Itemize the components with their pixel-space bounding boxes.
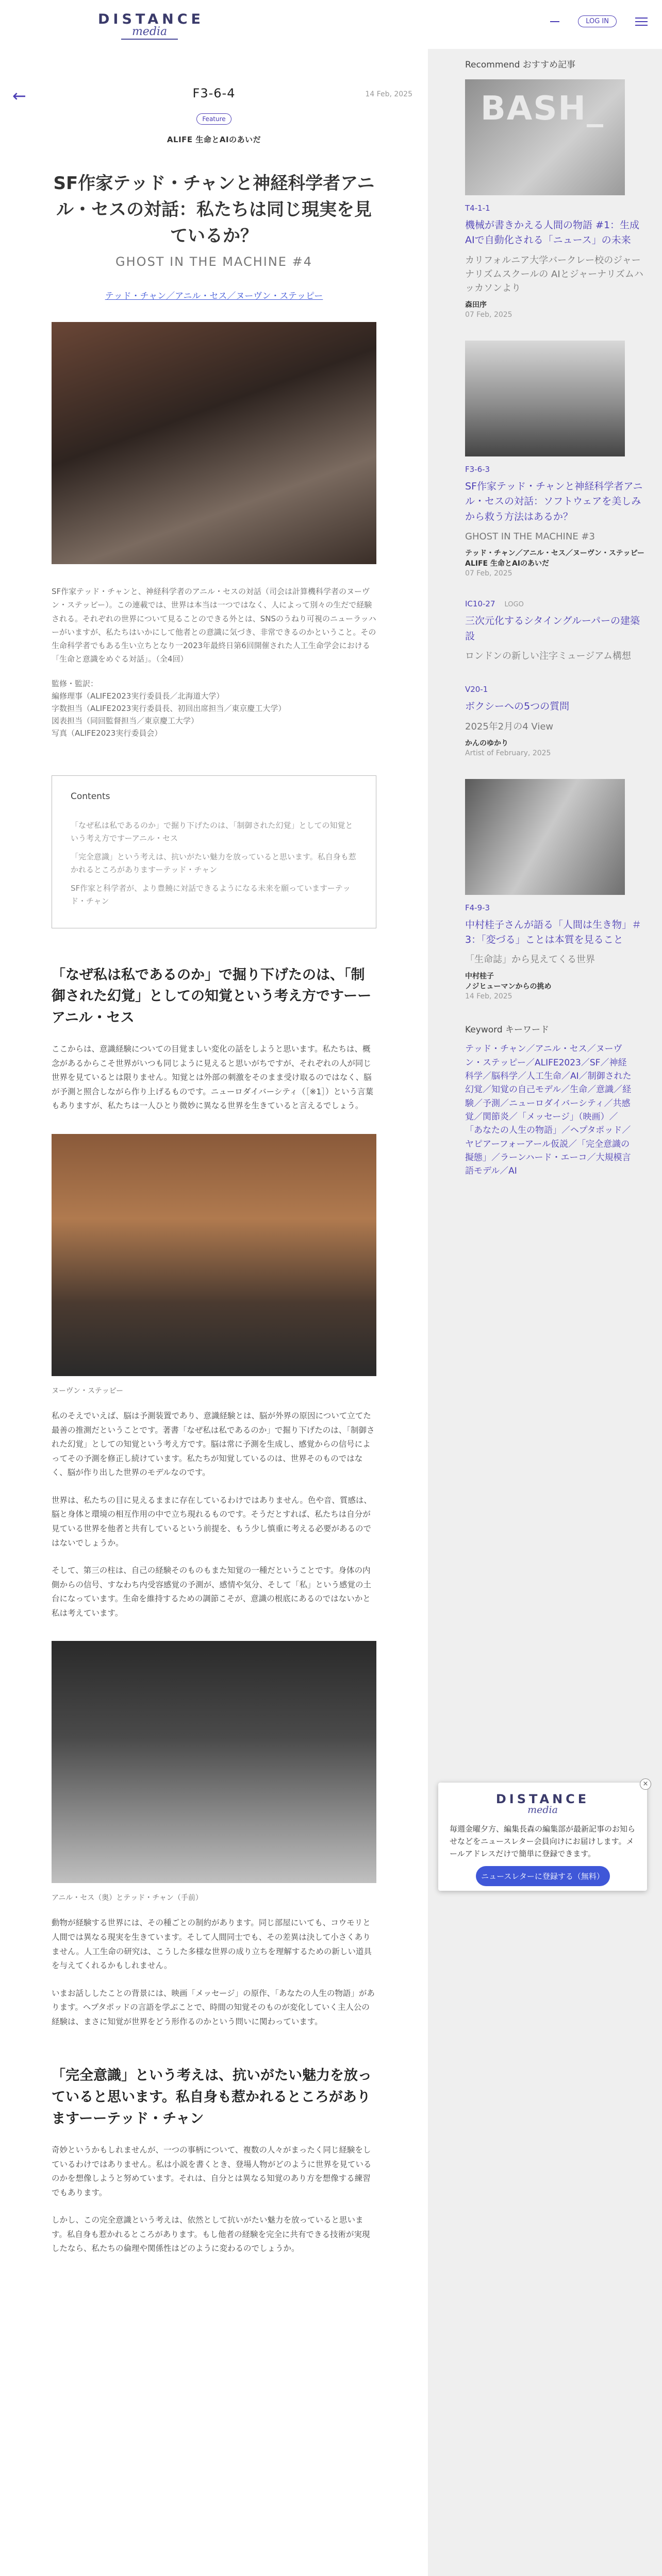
recommend-author: 森田序 — [465, 300, 487, 309]
body-paragraph: いまお話ししたことの背景には、映画「メッセージ」の原作、「あなたの人生の物語」があります。ヘプタポッドの言語を学ぶことで、時間の知覚そのものが変化していく主人公の経験は、まさに知覚が世界をどう形作るのかという問いに関わっています。 — [52, 1988, 375, 2026]
newsletter-logo — [450, 1792, 636, 1816]
recommend-code: F4-9-3 — [465, 903, 490, 912]
credit-line: 監修・監訳： — [52, 679, 98, 688]
recommend-item[interactable] — [465, 599, 648, 663]
body-paragraph: ここからは、意識経験についての目覚ましい変化の話をしようと思います。私たちは、概念があるからこそ世界がいつも同じように見えると思いがちですが、それぞれの人が同じ世界を見ているとは限りません。知覚とは外部の刺激をそのまま受け取るのではなく、脳が予測と照合しながら作り上げるものです。ニューロダイバーシティ（［※1］）という言葉もありますが、私たちは一人ひとり微妙に異なる世界を生きていると言えるでしょう。 — [52, 1044, 373, 1111]
recommend-item[interactable] — [465, 341, 648, 578]
article-code: F3-6-4 — [192, 86, 236, 100]
login-button[interactable]: LOG IN — [578, 15, 617, 27]
newsletter-logo-bottom: media — [527, 1804, 558, 1816]
credit-line: 写真（ALIFE2023実行委員会） — [52, 728, 162, 738]
recommend-code: T4-1-1 — [465, 204, 490, 213]
feature-badge[interactable]: Feature — [196, 113, 231, 125]
article-photo — [52, 1641, 376, 1883]
recommend-author: かんのゆかり — [465, 739, 508, 748]
article-main — [0, 49, 428, 2576]
recommend-title[interactable]: 中村桂子さんが語る「人間は生き物」＃3：「変づる」ことは本質を見ること — [465, 919, 642, 945]
credit-line: 図表担当（同回監督担当／東京慶工大学） — [52, 716, 199, 725]
article-title: SF作家テッド・チャンと神経科学者アニル・セスの対話：私たちは同じ現実を見ているか？ — [53, 173, 375, 246]
back-arrow-icon[interactable]: ← — [12, 86, 26, 106]
recommend-code — [465, 599, 648, 608]
event-label[interactable]: ALIFE 生命とAIのあいだ — [167, 135, 261, 144]
header-actions — [550, 15, 648, 27]
newsletter-popup — [438, 1780, 649, 1891]
article-date: 14 Feb, 2025 — [365, 90, 412, 98]
toc-item[interactable]: SF作家と科学者が、より豊饒に対話できるようになる未来を願っていますーテッド・チャン — [71, 883, 351, 906]
newsletter-text: 毎週金曜夕方、編集長森の編集部が最新記事のお知らせなどをニュースレター会員向けにお届けします。メールアドレスだけで簡単に登録できます。 — [450, 1824, 636, 1858]
recommend-date: 14 Feb, 2025 — [465, 992, 512, 1001]
recommend-code: F3-6-3 — [465, 464, 490, 474]
hamburger-menu-icon[interactable] — [635, 18, 648, 26]
recommend-thumbnail[interactable] — [465, 779, 625, 895]
section-heading: 「なぜ私は私であるのか」で掘り下げたのは、「制御された幻覚」としての知覚という考え方ですーーアニル・セス — [52, 967, 372, 1026]
site-header — [0, 0, 662, 49]
body-paragraph: 私のそえでいえば、脳は予測装置であり、意識経験とは、脳が外界の原因について立てた最善の推測だということです。著書「なぜ私は私であるのか」で掘り下げたのは、「制御された幻覚」としての知覚という考え方です。脳は常に予測を生成し、感覚からの信号によってその予測を修正し続けています。私たちが知覚しているのは、世界そのものではなく、脳が作り出した世界のモデルなのです。 — [52, 1411, 375, 1478]
recommend-date: Artist of February, 2025 — [465, 749, 551, 757]
recommend-title[interactable]: ボクシーへの5つの質問 — [465, 701, 570, 713]
toc-heading: Contents — [71, 791, 110, 802]
recommend-code-sub: LOGO — [504, 601, 524, 609]
table-of-contents — [52, 775, 376, 928]
recommend-author: 中村桂子 ノジヒューマンからの挑め — [465, 972, 552, 991]
hero-photo — [52, 322, 376, 564]
article-photo — [52, 1134, 376, 1376]
body-paragraph: 世界は、私たちの目に見えるままに存在しているわけではありません。色や音、質感は、脳と身体と環境の相互作用の中で立ち現れるものです。そうだとすれば、私たちは自分が見ている世界を他者と共有しているという前提を、もう少し慎重に考える必要があるのではないでしょうか。 — [52, 1495, 372, 1548]
recommend-title[interactable]: 機械が書きかえる人間の物語 #1：生成AIで自動化される「ニュース」の未来 — [465, 219, 640, 246]
header-dash-icon — [550, 21, 559, 22]
logo-text-bottom: media — [98, 25, 201, 38]
recommend-code-main: IC10-27 — [465, 599, 495, 609]
toc-item[interactable]: 「完全意識」という考えは、抗いがたい魅力を放っていると思います。私自身も惹かれるところがありますーテッド・チャン — [71, 852, 356, 874]
body-paragraph: そして、第三の柱は、自己の経験そのものもまた知覚の一種だということです。身体の内側からの信号、すなわち内受容感覚の予測が、感情や気分、そして「私」という感覚の土台になっています。生命を維持するための調節こそが、意識の根底にあるのではないかと私は考えています。 — [52, 1566, 372, 1618]
site-logo[interactable] — [98, 11, 204, 42]
recommend-item[interactable] — [465, 79, 648, 319]
article-subtitle: GHOST IN THE MACHINE #4 — [115, 255, 312, 269]
credit-line: 字数担当（ALIFE2023実行委員長、初回出席担当／東京慶工大学） — [52, 703, 286, 713]
recommend-author: テッド・チャン／アニル・セス／ヌーヴン・ステッピー ALIFE 生命とAIのあいだ — [465, 549, 645, 568]
recommend-code: V20-1 — [465, 685, 488, 694]
close-icon[interactable]: × — [640, 1778, 651, 1790]
recommend-title[interactable]: SF作家テッド・チャンと神経科学者アニル・セスの対話：ソフトウェアを美しみから救う方法はあるか？ — [465, 480, 643, 522]
keyword-heading: Keyword キーワード — [465, 1025, 550, 1036]
recommend-date: 07 Feb, 2025 — [465, 310, 512, 319]
photo-caption: アニル・セス（奥）とテッド・チャン（手前） — [52, 1894, 203, 1903]
recommend-thumbnail[interactable] — [465, 341, 625, 456]
recommend-title[interactable]: 三次元化するシタイングルーパーの建築設 — [465, 615, 640, 642]
body-paragraph: 動物が経験する世界には、その種ごとの制約があります。同じ部屋にいても、コウモリと人間では異なる現実を生きています。そして人間同士でも、その差異は決して小さくありません。人工生命の研究は、こうした多様な世界の成り立ちを理解するための新しい道具を与えてくれるかもしれません。 — [52, 1918, 372, 1971]
body-paragraph: 奇妙というかもしれませんが、一つの事柄について、複数の人々がまったく同じ経験をしているわけではありません。私は小説を書くとき、登場人物がどのように世界を見ているのかを想像しようと努めています。それは、自分とは異なる知覚のあり方を想像する練習でもあります。 — [52, 2145, 372, 2197]
recommend-thumbnail[interactable] — [465, 79, 625, 195]
credits — [52, 677, 376, 739]
recommend-heading: Recommend おすすめ記事 — [465, 60, 575, 70]
credit-line: 編修理事（ALIFE2023実行委員長／北海道大学） — [52, 691, 224, 701]
recommend-subtitle: カリフォルニア大学バークレー校のジャーナリズムスクールの AIとジャーナリズムハッカソンより — [465, 255, 643, 294]
section-heading: 「完全意識」という考えは、抗いがたい魅力を放っていると思います。私自身も惹かれるところがありますーーテッド・チャン — [52, 2067, 372, 2127]
recommend-subtitle: 2025年2月の4 View — [465, 721, 554, 732]
toc-item[interactable]: 「なぜ私は私であるのか」で掘り下げたのは、「制御された幻覚」としての知覚という考え方ですーアニル・セス — [71, 820, 353, 843]
recommend-item[interactable] — [465, 685, 648, 757]
lead-paragraph: SF作家テッド・チャンと、神経科学者のアニル・セスの対話（司会は計算機科学者のヌーヴン・ステッピー）。この連載では、世界は本当は一つではなく、人によって別々の生だで経験される。それぞれの世界について見ることのできる外とは、SNSのうねり可視のニューラッハーがいますが、私たちはいかにして他者との意識に気づき、非常できるのかということ。その生命科学者でもある生い立ちとなり一2023年最終日第6回開催された人工生命学会における「生命と意識をめぐる対話」。（全4回） — [52, 587, 376, 664]
photo-caption: ヌーヴン・ステッピー — [52, 1386, 124, 1395]
recommend-subtitle: 「生命誌」から見えてくる世界 — [465, 954, 595, 965]
body-paragraph: しかし、この完全意識という考えは、依然として抗いがたい魅力を放っていると思います。私自身も惹かれるところがあります。もし他者の経験を完全に共有できる技術が実現したなら、私たちの倫理や関係性はどのように変わるのでしょうか。 — [52, 2215, 370, 2253]
recommend-date: 07 Feb, 2025 — [465, 569, 512, 578]
newsletter-logo-top: DISTANCE — [495, 1792, 590, 1806]
newsletter-signup-button[interactable]: ニュースレターに登録する（無料） — [476, 1866, 610, 1886]
keyword-links[interactable]: テッド・チャン／アニル・セス／ヌーヴン・ステッピー／ALIFE2023／SF／神経科学／脳科学／人工生命／AI／制御された幻覚／知覚の自己モデル／生命／意識／経験／予測／ニューロダイバーシティ／共感覚／関節炎／「メッセージ」（映画）／「あなたの人生の物語」／ヘプタポッド／ヤピアーフォーアール仮説／「完全意識の擬態」／ラーンハード・エーコ／大規模言語モデル／AI — [465, 1044, 632, 1177]
recommend-item[interactable] — [465, 779, 648, 1001]
recommend-subtitle: GHOST IN THE MACHINE #3 — [465, 531, 595, 543]
logo-text-top: DISTANCE — [98, 11, 204, 27]
author-links[interactable]: テッド・チャン／アニル・セス／ヌーヴン・ステッピー — [105, 291, 323, 301]
recommend-subtitle: ロンドンの新しい注字ミュージアム構想 — [465, 651, 632, 662]
sidebar — [428, 49, 662, 2576]
